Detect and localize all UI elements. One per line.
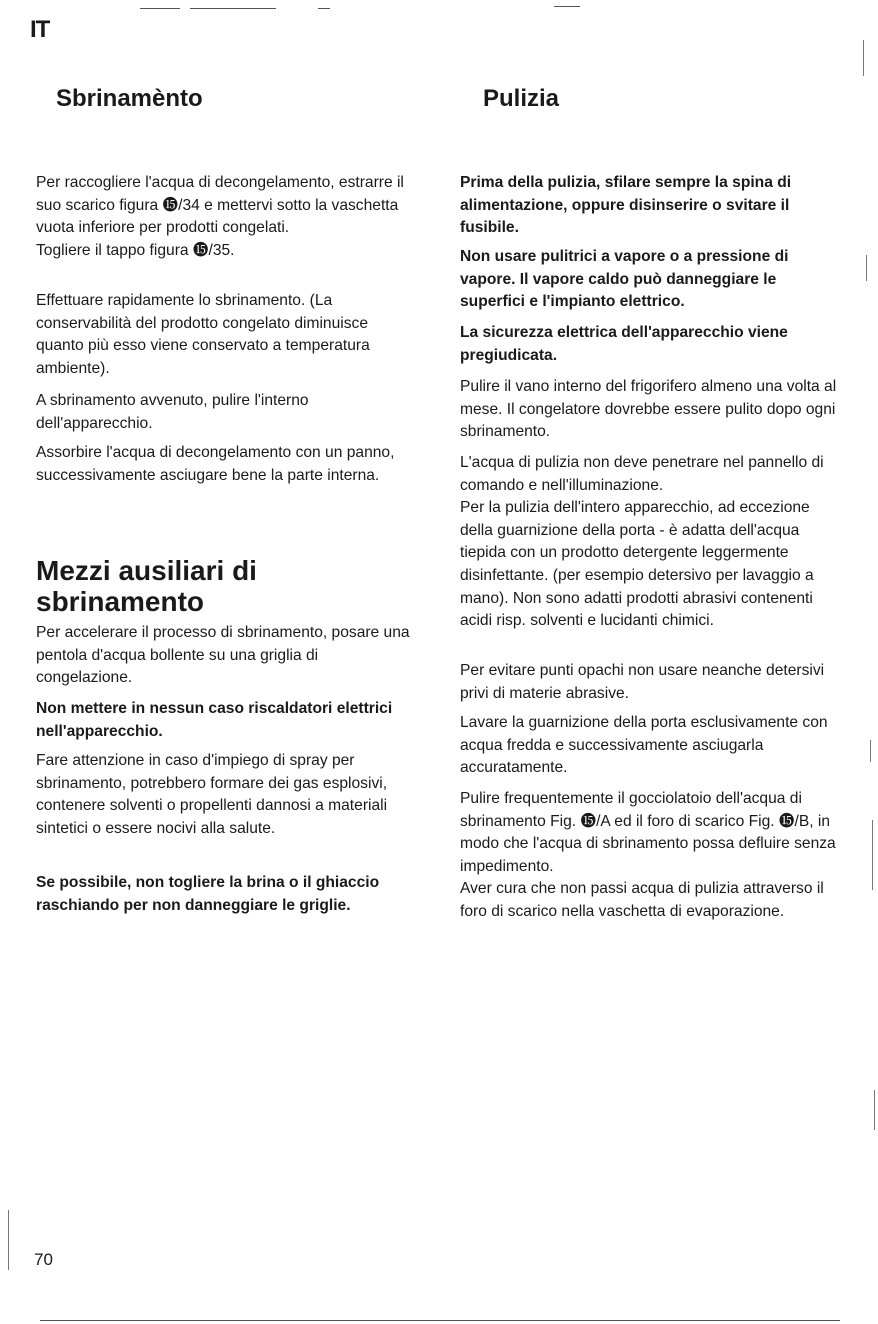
top-rule — [554, 6, 580, 7]
warning-paragraph: Se possibile, non togliere la brina o il ghiaccio raschiando per non danneggiare le griglie. — [36, 874, 380, 914]
paragraph — [36, 172, 414, 262]
paragraph: Pulire il vano interno del frigorifero almeno una volta al mese. Il congelatore dovrebbe essere pulito dopo ogni sbrinamento. — [460, 378, 837, 441]
paragraph: Per accelerare il processo di sbrinamento, posare una pentola d'acqua bollente su una griglia di congelazione. — [36, 624, 410, 687]
paragraph: Effettuare rapidamente lo sbrinamento. (La conservabilità del prodotto congelato diminuisce quanto più esso viene conservato a temperatura ambiente). — [36, 292, 370, 377]
paragraph — [460, 788, 844, 924]
paragraph: Lavare la guarnizione della porta esclusivamente con acqua fredda e successivamente asciugarla accuratamente. — [460, 714, 828, 777]
warning-paragraph: Prima della pulizia, sfilare sempre la spina di alimentazione, oppure disinserire o svitare il fusibile. — [460, 174, 792, 237]
warning-paragraph: La sicurezza elettrica dell'apparecchio viene pregiudicata. — [460, 324, 788, 364]
paragraph: A sbrinamento avvenuto, pulire l'interno dell'apparecchio. — [36, 392, 309, 432]
section-title-defrosting: Sbrinamènto — [56, 85, 203, 112]
margin-mark — [874, 1090, 875, 1130]
margin-mark — [8, 1210, 9, 1270]
warning-paragraph: Non usare pulitrici a vapore o a pressione di vapore. Il vapore caldo può danneggiare le superfici e l'impianto elettrico. — [460, 248, 789, 311]
warning-paragraph: Non mettere in nessun caso riscaldatori elettrici nell'apparecchio. — [36, 700, 393, 740]
margin-mark — [872, 820, 873, 890]
top-rule — [318, 8, 330, 9]
paragraph-text: Pulire frequentemente il gocciolatoio dell'acqua di sbrinamento Fig. ⓯/A ed il foro di scarico Fig. ⓯/B, in modo che l'acqua di sbrinamento possa defluire senza impedimento. — [460, 790, 836, 875]
bottom-rule — [40, 1320, 840, 1321]
paragraph: Per evitare punti opachi non usare neanche detersivi privi di materie abrasive. — [460, 662, 825, 702]
margin-mark — [863, 40, 864, 76]
margin-mark — [870, 740, 871, 762]
paragraph-text: L'acqua di pulizia non deve penetrare nel pannello di comando e nell'illuminazione. — [460, 454, 824, 494]
section-title-cleaning: Pulizia — [483, 85, 560, 112]
paragraph: Fare attenzione in caso d'impiego di spray per sbrinamento, potrebbero formare dei gas esplosivi, contenere solventi o propellenti dannosi a materiali sintetici o essere nocivi alla salute. — [36, 752, 388, 837]
paragraph: Assorbire l'acqua di decongelamento con un panno, successivamente asciugare bene la parte interna. — [36, 444, 395, 484]
margin-mark — [866, 255, 867, 281]
paragraph-text: Togliere il tappo figura ⓯/35. — [36, 241, 235, 259]
top-rule — [140, 8, 180, 9]
language-code: IT — [30, 16, 50, 43]
paragraph-text: Per la pulizia dell'intero apparecchio, ad eccezione della guarnizione della porta - è adatta dell'acqua tiepida con un prodotto detergente leggermente disinfettante. (per esempio detersivo per lavaggio a mano). Non sono adatti prodotti abrasivi contenenti acidi risp. solventi e lucidanti chimici. — [460, 499, 814, 630]
paragraph — [460, 452, 844, 633]
paragraph-text: Per raccogliere l'acqua di decongelamento, estrarre il suo scarico figura ⓯/34 e mettervi sotto la vaschetta vuota inferiore per prodotti congelati. — [36, 174, 404, 237]
section-title-defrost-aids: Mezzi ausiliari di sbrinamento — [36, 555, 257, 617]
top-rule — [190, 8, 276, 9]
paragraph-text: Aver cura che non passi acqua di pulizia attraverso il foro di scarico nella vaschetta di evaporazione. — [460, 880, 824, 920]
page-number: 70 — [34, 1250, 53, 1269]
